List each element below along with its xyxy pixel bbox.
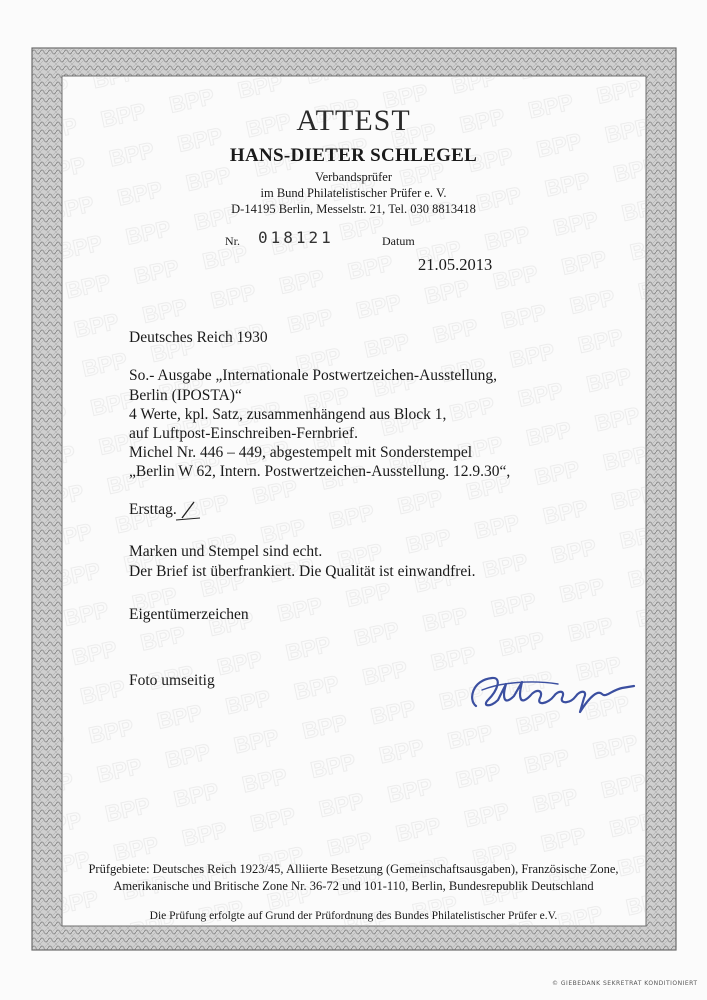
description-line: 4 Werte, kpl. Satz, zusammenhängend aus Block 1,: [129, 406, 447, 423]
description-line: So.- Ausgabe „Internationale Postwertzeichen-Ausstellung,: [129, 367, 498, 384]
certificate-number: 018121: [258, 228, 334, 247]
examiner-signature: [462, 660, 642, 720]
regulation-note: Die Prüfung erfolgte auf Grund der Prüfordnung des Bundes Philatelistischer Prüfer e.V.: [149, 910, 558, 922]
examiner-address: D-14195 Berlin, Messelstr. 21, Tel. 030 8813418: [231, 202, 476, 216]
pen-mark: [174, 500, 204, 522]
examination-areas-line: Amerikanische und Britische Zone Nr. 36-72 und 101-110, Berlin, Bundesrepublik Deutschland: [113, 879, 594, 893]
description-line: Ersttag.: [129, 501, 177, 518]
verdict-line: Marken und Stempel sind echt.: [129, 543, 323, 560]
certificate-date: 21.05.2013: [418, 255, 493, 274]
attest-title: ATTEST: [296, 104, 411, 137]
description-line: auf Luftpost-Einschreiben-Fernbrief.: [129, 425, 358, 442]
date-label: Datum: [382, 234, 415, 248]
owner-marks-label: Eigentümerzeichen: [129, 606, 249, 623]
description-line: Berlin (IPOSTA)“: [129, 387, 242, 404]
certificate-number-label: Nr.: [225, 234, 240, 248]
examiner-role: Verbandsprüfer: [314, 170, 393, 184]
description-line: „Berlin W 62, Intern. Postwertzeichen-Ausstellung. 12.9.30“,: [129, 463, 511, 480]
description-line: Michel Nr. 446 – 449, abgestempelt mit Sonderstempel: [129, 444, 473, 461]
photo-note: Foto umseitig: [129, 672, 215, 689]
corner-imprint: © GIEBEDANK SEKRETRAT KONDITIONIERT: [552, 980, 698, 987]
subject-line: Deutsches Reich 1930: [129, 329, 268, 346]
examiner-name: HANS-DIETER SCHLEGEL: [229, 145, 478, 166]
examiner-association: im Bund Philatelistischer Prüfer e. V.: [260, 186, 447, 200]
verdict-line: Der Brief ist überfrankiert. Die Qualität ist einwandfrei.: [129, 563, 476, 580]
examination-areas-line: Prüfgebiete: Deutsches Reich 1923/45, Alliierte Besetzung (Gemeinschaftsausgaben), Französische Zone,: [88, 862, 619, 876]
